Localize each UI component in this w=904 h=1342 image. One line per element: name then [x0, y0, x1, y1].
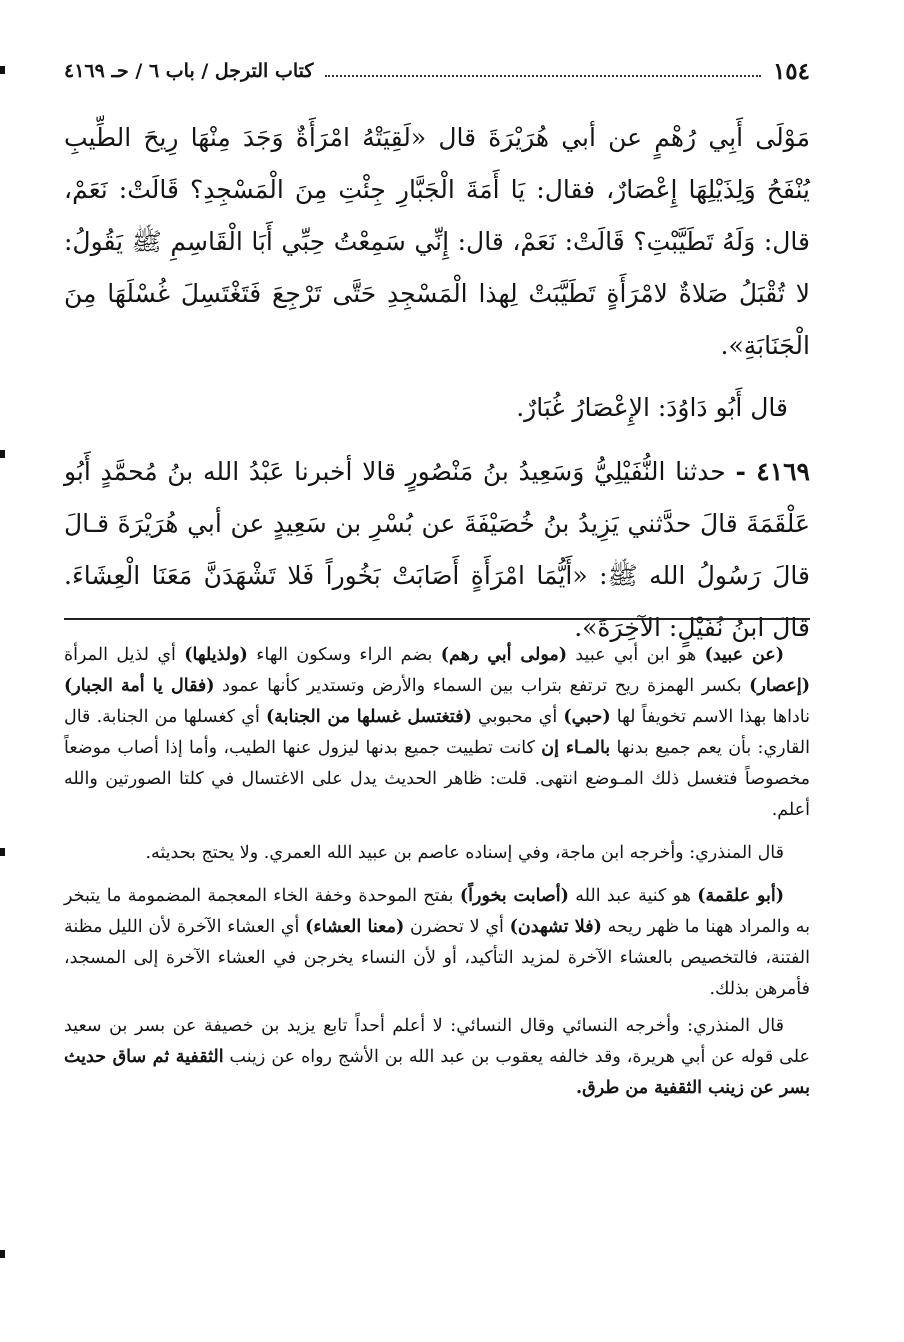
gloss: كانت تطييت جميع بدنها ليزول عنها الطيب، وأما إذا أصاب موضعاً مخصوصاً فتغسل ذلك المـوضع انتهى. قلت: ظاهر الحديث يدل على الاغتسال في كلتا الصورتين والله أعلم.	[64, 738, 810, 820]
page-edge-mark	[0, 450, 5, 458]
page-edge-mark	[0, 66, 5, 74]
gloss: أي محبوبي	[471, 707, 564, 727]
commentary-paragraph-1	[64, 640, 810, 826]
page-edge-mark	[0, 1250, 5, 1258]
commentary-paragraph-3	[64, 881, 810, 1005]
emphasis: بالمـاء إن	[541, 738, 611, 758]
lemma: (معنا العشاء)	[305, 917, 405, 937]
hadith-text: حدثنا النُّفَيْلِيُّ وَسَعِيدُ بنُ مَنْصُورٍ قالا أخبرنا عَبْدُ الله بنُ مُحمَّدٍ أَبُو عَلْقَمَةَ قالَ حدَّثني يَزِيدُ بنُ خُصَيْفَةَ عن بُسْرِ بن سَعِيدٍ عن أبي هُرَيْرَةَ قـالَ قالَ رَسُولُ الله ﷺ: «أَيُّمَا امْرَأَةٍ أَصَابَتْ بَخُوراً فَلا تَشْهَدَنَّ مَعَنَا الْعِشَاءَ. قالَ ابنُ نُفَيْلٍ: الآخِرَةَ».	[64, 457, 810, 642]
book-chapter-reference: كتاب الترجل / باب ٦ / حـ ٤١٦٩	[64, 60, 314, 82]
header-dotted-leader	[325, 75, 761, 77]
lemma: (فتغتسل غسلها من الجنابة)	[265, 707, 472, 727]
gloss: أي لذيل المرأة	[64, 645, 185, 665]
lemma: (فقال يا أمة الجبار)	[64, 676, 215, 696]
gloss: بضم الراء وسكون الهاء	[247, 645, 441, 665]
commentary-section	[64, 640, 810, 1116]
lemma: (أبو علقمة)	[697, 886, 785, 906]
footnote-divider	[64, 618, 810, 620]
gloss: بفتح الموحدة وخفة الخاء المعجمة المضمومة ما يتبخر به والمراد ههنا ما ظهر ريحه	[64, 886, 811, 937]
previous-hadith-continuation: مَوْلَى أَبِي رُهْمٍ عن أبي هُرَيْرَةَ قال «لَقِيَتْهُ امْرَأَةٌ وَجَدَ مِنْهَا رِيحَ الطِّيبِ يُنْفَحُ وَلِذَيْلِهَا إِعْصَارٌ، فقال: يَا أَمَةَ الْجَبَّارِ جِئْتِ مِنَ الْمَسْجِدِ؟ قَالَتْ: نَعَمْ، قال: وَلَهُ تَطَيَّبْتِ؟ قَالَتْ: نَعَمْ، قال: إِنِّي سَمِعْتُ حِبِّي أَبَا الْقَاسِمِ ﷺ يَقُولُ: لا تُقْبَلُ صَلاةٌ لامْرَأَةٍ تَطَيَّبَتْ لِهذا الْمَسْجِدِ حَتَّى تَرْجِعَ فَتَغْتَسِلَ غُسْلَهَا مِنَ الْجَنَابَةِ».	[64, 123, 810, 360]
lemma: (عن عبيد)	[704, 645, 784, 665]
hadith-number: ٤١٦٩ -	[735, 457, 810, 486]
lemma: (أصابت بخوراً)	[459, 886, 569, 906]
lemma: (ولذيلها)	[184, 645, 248, 665]
page-edge-mark	[0, 848, 5, 856]
abu-dawud-note: قال أَبُو دَاوُدَ: الإِعْصَارُ غُبَارٌ.	[516, 393, 788, 422]
gloss: هو كنية عبد الله	[568, 886, 698, 906]
lemma: (إعصار)	[749, 676, 810, 696]
running-header	[64, 54, 810, 88]
gloss: بكسر الهمزة ريح ترتفع بتراب بين السماء والأرض وتستدير كأنها عمود	[214, 676, 750, 696]
lemma: (مولى أبي رهم)	[440, 645, 568, 665]
commentary-paragraph-4	[64, 1011, 810, 1104]
hadith-main-text	[64, 112, 810, 654]
hadith-4169	[64, 446, 810, 654]
gloss: ناداها بهذا الاسم تخويفاً لها	[610, 707, 810, 727]
gloss: أي لا تحضرن	[404, 917, 510, 937]
gloss: أي العشاء الآخرة لأن الليل مظنة الفتنة، فالتخصيص بالعشاء الآخرة لمزيد التأكيد، أو لأن النساء يخرجن في العشاء الآخرة إلى المسجد، فأمرهن بذلك.	[64, 917, 810, 999]
gloss: هو ابن أبي عبيد	[567, 645, 705, 665]
lemma: (فلا تشهدن)	[509, 917, 602, 937]
emphasis: الثقفية ثم ساق حديث بسر عن زينب الثقفية من طرق.	[64, 1047, 810, 1098]
gloss: قال المنذري: وأخرجه النسائي وقال النسائي: لا أعلم أحداً تابع يزيد بن خصيفة عن بسر بن سعيد على قوله عن أبي هريرة، وقد خالفه يعقوب بن عبد الله بن الأشج رواه عن زينب	[64, 1016, 810, 1067]
commentary-paragraph-2: قال المنذري: وأخرجه ابن ماجة، وفي إسناده عاصم بن عبيد الله العمري. ولا يحتج بحديثه.	[145, 843, 784, 863]
page-number: ١٥٤	[772, 57, 810, 85]
lemma: (حبي)	[563, 707, 611, 727]
gloss: أي كغسلها من الجنابة. قال القاري: بأن يعم جميع بدنها	[64, 707, 810, 758]
